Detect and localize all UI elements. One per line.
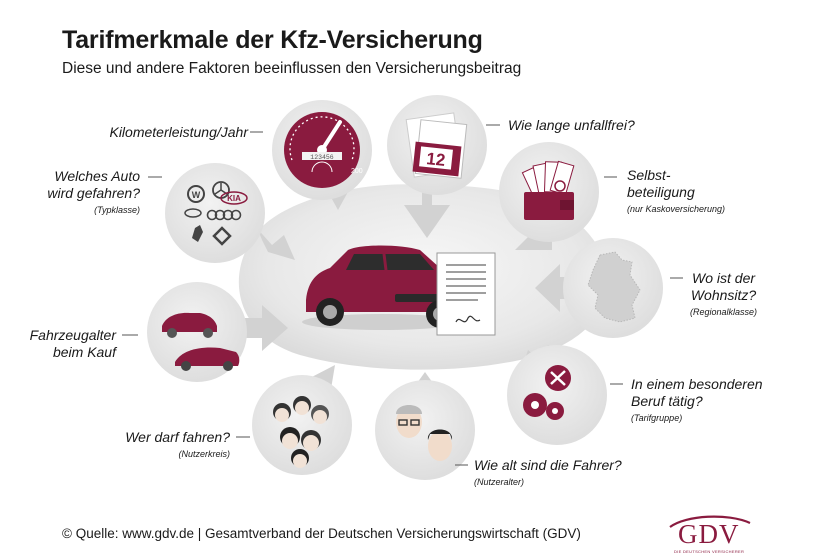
mileage-circle [272, 100, 372, 200]
label-mileage [109, 124, 248, 141]
label-car-age-line1: Fahrzeugalter [29, 327, 116, 343]
label-profession-note: (Tarifgruppe) [631, 413, 683, 423]
label-profession [631, 376, 763, 424]
label-car-age [30, 327, 116, 361]
label-driver-age [474, 457, 622, 488]
label-car-type-line2: wird gefahren? [47, 185, 140, 201]
label-drivers-line1: Wer darf fahren? [125, 429, 230, 445]
deductible-circle [499, 142, 599, 242]
kia-logo-icon: KIA [227, 194, 241, 203]
speedometer-max: 200 [351, 168, 363, 175]
label-car-type-line1: Welches Auto [54, 168, 140, 184]
gdv-logo-text: GDV [678, 519, 740, 549]
label-car-type [47, 168, 140, 216]
accident-free-circle [387, 95, 487, 195]
label-car-type-note: (Typklasse) [94, 205, 140, 215]
page-subtitle: Diese und andere Faktoren beeinflussen den Versicherungsbeitrag [62, 60, 522, 77]
profession-circle [507, 345, 607, 445]
label-deductible-note: (nur Kaskoversicherung) [627, 204, 726, 214]
car-type-circle [165, 163, 265, 263]
label-region-line1: Wo ist der [692, 270, 756, 286]
label-accident-free [508, 117, 635, 134]
car-age-circle [147, 282, 247, 382]
page-title: Tarifmerkmale der Kfz-Versicherung [62, 26, 483, 54]
label-region-note: (Regionalklasse) [690, 307, 758, 317]
label-profession-line1: In einem besonderen [631, 376, 763, 392]
region-circle [563, 238, 663, 338]
label-drivers-note: (Nutzerkreis) [178, 449, 230, 459]
label-deductible [627, 167, 725, 215]
drivers-circle [252, 375, 352, 475]
label-deductible-line2: beteiligung [627, 184, 695, 200]
label-region-line2: Wohnsitz? [690, 287, 757, 303]
contract-document-icon [437, 253, 495, 335]
source-footer: © Quelle: www.gdv.de | Gesamtverband der Deutschen Versicherungswirtschaft (GDV) [62, 526, 581, 541]
label-accident-free-text: Wie lange unfallfrei? [508, 117, 635, 133]
odometer-readout: 123456 [310, 154, 334, 161]
label-drivers [125, 429, 230, 460]
gdv-logo-subtext: DIE DEUTSCHEN VERSICHERER [674, 549, 745, 554]
svg-text:W: W [191, 190, 201, 200]
label-driver-age-note: (Nutzeralter) [474, 477, 525, 487]
gdv-logo [666, 513, 754, 553]
calendar-day: 12 [425, 149, 447, 170]
label-deductible-line1: Selbst- [627, 167, 671, 183]
label-profession-line2: Beruf tätig? [631, 393, 703, 409]
label-driver-age-line1: Wie alt sind die Fahrer? [474, 457, 622, 473]
label-car-age-line2: beim Kauf [52, 344, 116, 360]
label-region [690, 270, 757, 318]
label-mileage-text: Kilometerleistung/Jahr [109, 124, 248, 140]
